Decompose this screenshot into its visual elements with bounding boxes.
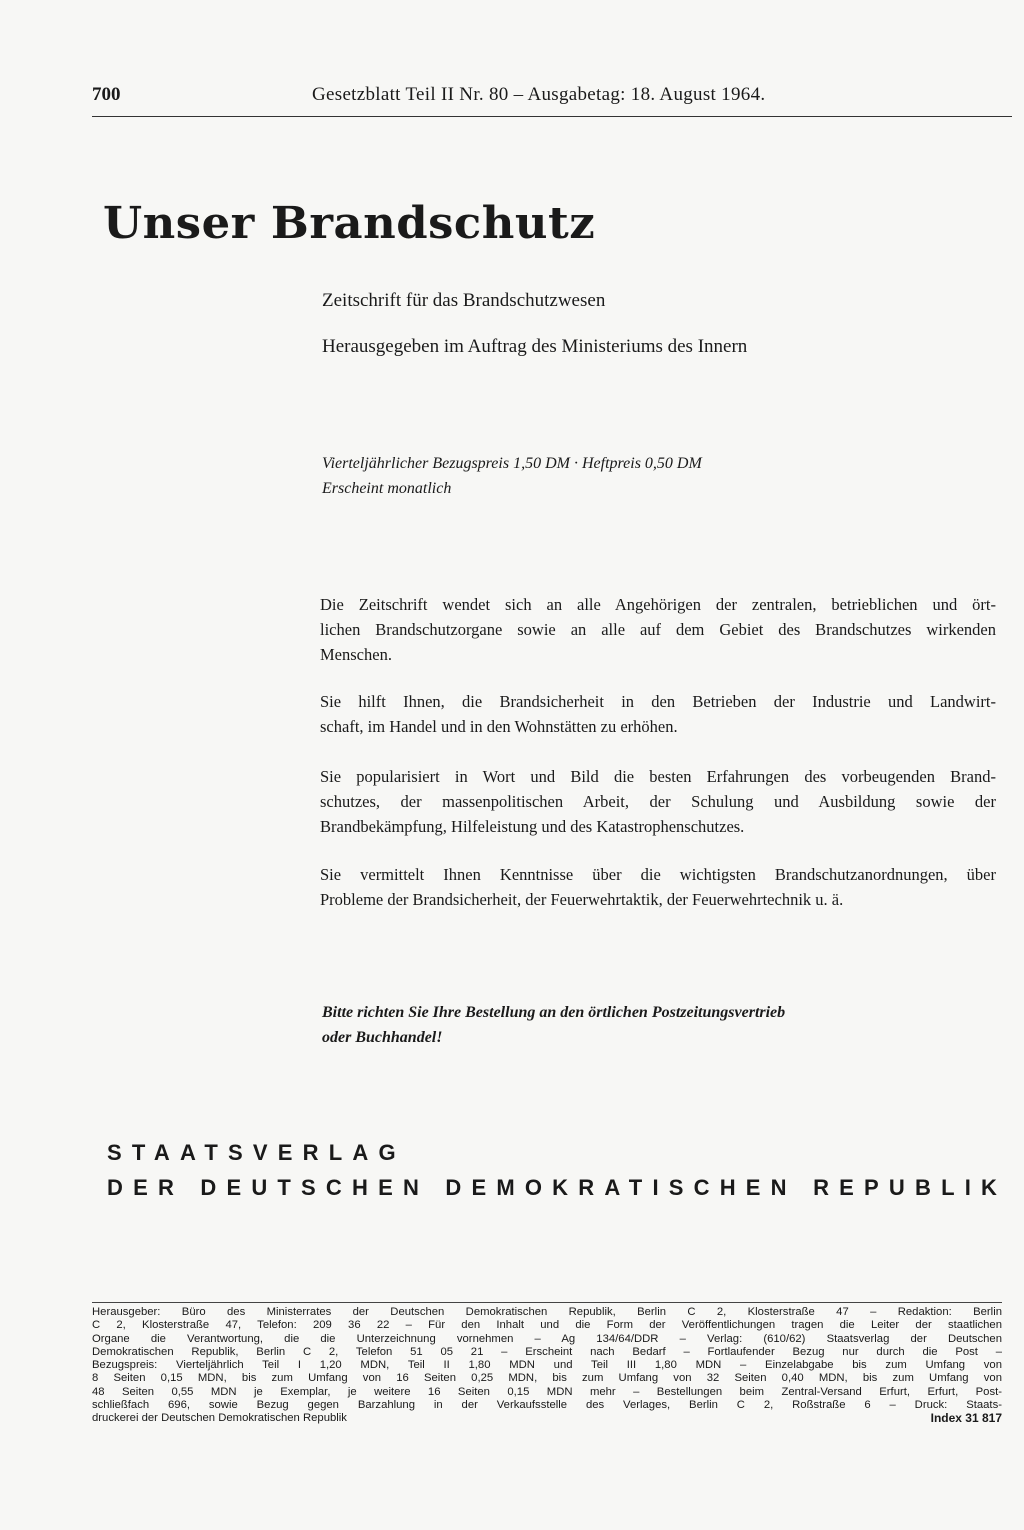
order-note: Bitte richten Sie Ihre Bestellung an den örtlichen Postzeitungsvertrieb [322,1004,786,1021]
page-number: 700 [92,84,121,105]
imprint-line: Demokratischen Republik, Berlin C 2, Telefon 51 05 21 – Erscheint nach Bedarf – Fortlaufender Bezug nur durch die Post – [92,1345,1002,1358]
paragraph-line: Menschen. [320,645,392,664]
publisher-name-line-1: STAATSVERLAG [107,1140,406,1165]
order-note-continued: oder Buchhandel! [322,1029,443,1046]
paragraph-line: Sie popularisiert in Wort und Bild die besten Erfahrungen des vorbeugenden Brand- [320,767,996,786]
paragraph [320,689,996,739]
paragraph-line: lichen Brandschutzorgane sowie an alle auf dem Gebiet des Brandschutzes wirkenden [320,620,996,639]
publisher-name-line-2: DER DEUTSCHEN DEMOKRATISCHEN REPUBLIK [107,1175,1008,1200]
frequency-line: Erscheint monatlich [322,480,452,497]
imprint-line: Bezugspreis: Vierteljährlich Teil I 1,20 MDN, Teil II 1,80 MDN und Teil III 1,80 MDN – Einzelabgabe bis zum Umfang von [92,1359,1002,1372]
imprint-line: C 2, Klosterstraße 47, Telefon: 209 36 22 – Für den Inhalt und die Form der Veröffentlichungen tragen die Leiter der staatlichen [92,1319,1002,1332]
imprint-line: 48 Seiten 0,55 MDN je Exemplar, je weitere 16 Seiten 0,15 MDN mehr – Bestellungen beim Zentral-Versand Erfurt, Erfurt, Post- [92,1385,1002,1398]
imprint-line: schließfach 696, sowie Bezug gegen Barzahlung in der Verkaufsstelle des Verlages, Berlin C 2, Roßstraße 6 – Druck: Staats- [92,1399,1002,1412]
page-header [92,78,1012,112]
ad-title: Unser Brandschutz [103,198,596,249]
ad-publisher-note: Herausgegeben im Auftrag des Ministeriums des Innern [322,336,748,357]
imprint-last-row [92,1412,1002,1425]
paragraph-line: Die Zeitschrift wendet sich an alle Angehörigen der zentralen, betrieblichen und ört- [320,595,996,614]
header-rule [92,116,1012,117]
paragraph [320,592,996,667]
imprint-line: 8 Seiten 0,15 MDN, bis zum Umfang von 16 Seiten 0,25 MDN, bis zum Umfang von 32 Seiten 0,40 MDN, bis zum Umfang von [92,1372,1002,1385]
paragraph-line: schaft, im Handel und in den Wohnstätten zu erhöhen. [320,717,678,736]
imprint-rule [92,1302,1002,1303]
paragraph [320,862,996,912]
imprint-line: Herausgeber: Büro des Ministerrates der Deutschen Demokratischen Republik, Berlin C 2, Klosterstraße 47 – Redaktion: Berlin [92,1306,1002,1318]
price-line: Vierteljährlicher Bezugspreis 1,50 DM · Heftpreis 0,50 DM [322,455,702,472]
paragraph-line: Probleme der Brandsicherheit, der Feuerwehrtaktik, der Feuerwehrtechnik u. ä. [320,890,844,909]
paragraph-line: Brandbekämpfung, Hilfeleistung und des Katastrophenschutzes. [320,817,745,836]
paragraph-line: Sie hilft Ihnen, die Brandsicherheit in den Betrieben der Industrie und Landwirt- [320,692,996,711]
imprint-line: druckerei der Deutschen Demokratischen Republik [92,1412,347,1425]
index-number: Index 31 817 [930,1411,1002,1426]
paragraph [320,764,996,839]
imprint-line: Organe die Verantwortung, die die Unterzeichnung vornehmen – Ag 134/64/DDR – Verlag: (610/62) Staatsverlag der Deutschen [92,1332,1002,1345]
paragraph-line: schutzes, der massenpolitischen Arbeit, der Schulung und Ausbildung sowie der [320,792,996,811]
paragraph-line: Sie vermittelt Ihnen Kenntnisse über die wichtigsten Brandschutzanordnungen, über [320,865,996,884]
imprint [92,1306,1002,1426]
gazette-header-title: Gesetzblatt Teil II Nr. 80 – Ausgabetag: 18. August 1964. [312,84,766,105]
ad-subtitle: Zeitschrift für das Brandschutzwesen [322,290,606,311]
